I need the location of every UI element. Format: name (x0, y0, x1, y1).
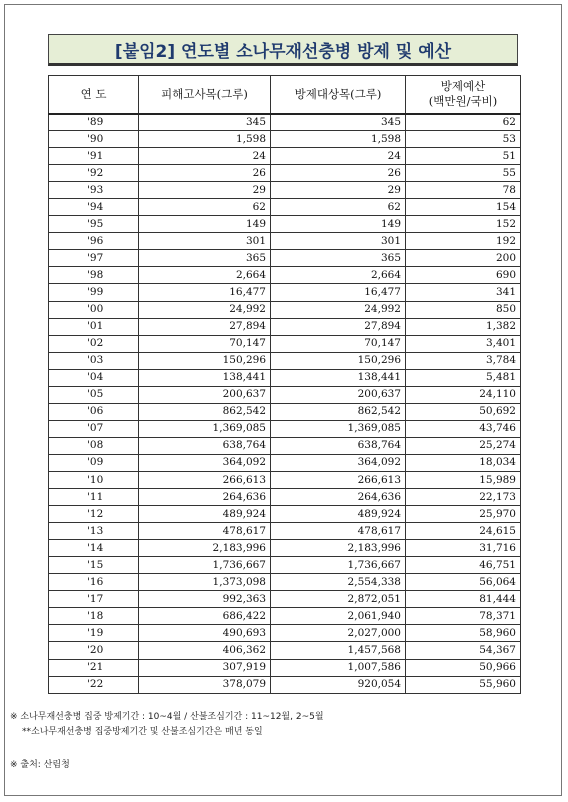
budget-cell: 78 (406, 182, 521, 199)
target-cell: 138,441 (271, 369, 406, 386)
table-row (49, 454, 521, 471)
damaged-cell: 62 (139, 199, 271, 216)
budget-cell: 54,367 (406, 642, 521, 659)
table-row (49, 625, 521, 642)
target-cell: 150,296 (271, 352, 406, 369)
table-row (49, 659, 521, 676)
damaged-cell: 365 (139, 250, 271, 267)
table-row (49, 165, 521, 182)
damaged-cell: 862,542 (139, 403, 271, 420)
target-cell: 365 (271, 250, 406, 267)
damaged-cell: 2,664 (139, 267, 271, 284)
year-cell: '05 (49, 386, 139, 403)
budget-cell: 154 (406, 199, 521, 216)
budget-cell: 850 (406, 301, 521, 318)
year-cell: '18 (49, 608, 139, 625)
year-cell: '16 (49, 574, 139, 591)
table-row (49, 574, 521, 591)
budget-cell: 192 (406, 233, 521, 250)
damaged-cell: 307,919 (139, 659, 271, 676)
year-cell: '00 (49, 301, 139, 318)
target-cell: 1,598 (271, 131, 406, 148)
table-row (49, 301, 521, 318)
budget-cell: 24,615 (406, 523, 521, 540)
damaged-cell: 1,598 (139, 131, 271, 148)
table-row (49, 471, 521, 488)
target-cell: 24 (271, 148, 406, 165)
table-row (49, 114, 521, 131)
damaged-cell: 301 (139, 233, 271, 250)
header-budget-line2: (백만원/국비) (428, 94, 498, 109)
year-cell: '20 (49, 642, 139, 659)
budget-cell: 690 (406, 267, 521, 284)
damaged-cell: 138,441 (139, 369, 271, 386)
page-title: [붙임2] 연도별 소나무재선충병 방제 및 예산 (48, 34, 518, 66)
note-period: ※ 소나무재선충병 집중 방제기간 : 10~4월 / 산불조심기간 : 11~12월, 2~5월 (10, 712, 324, 722)
target-cell: 1,457,568 (271, 642, 406, 659)
year-cell: '11 (49, 489, 139, 506)
table-row (49, 148, 521, 165)
damaged-cell: 1,736,667 (139, 557, 271, 574)
table-row (49, 540, 521, 557)
target-cell: 62 (271, 199, 406, 216)
damaged-cell: 478,617 (139, 523, 271, 540)
year-cell: '97 (49, 250, 139, 267)
budget-cell: 55,960 (406, 676, 521, 693)
damaged-cell: 149 (139, 216, 271, 233)
table-row (49, 591, 521, 608)
target-cell: 2,183,996 (271, 540, 406, 557)
year-cell: '01 (49, 318, 139, 335)
table-row (49, 420, 521, 437)
damaged-cell: 378,079 (139, 676, 271, 693)
target-cell: 200,637 (271, 386, 406, 403)
header-control-target: 방제대상목(그루) (271, 76, 406, 114)
table-row (49, 557, 521, 574)
table-row (49, 489, 521, 506)
header-year: 연 도 (49, 76, 139, 114)
table-row (49, 523, 521, 540)
budget-cell: 43,746 (406, 420, 521, 437)
budget-cell: 15,989 (406, 471, 521, 488)
target-cell: 70,147 (271, 335, 406, 352)
year-cell: '14 (49, 540, 139, 557)
table-header-row (49, 76, 521, 114)
year-cell: '93 (49, 182, 139, 199)
table-row (49, 250, 521, 267)
budget-cell: 50,966 (406, 659, 521, 676)
budget-cell: 1,382 (406, 318, 521, 335)
year-cell: '07 (49, 420, 139, 437)
damaged-cell: 16,477 (139, 284, 271, 301)
target-cell: 27,894 (271, 318, 406, 335)
year-cell: '17 (49, 591, 139, 608)
year-cell: '13 (49, 523, 139, 540)
damaged-cell: 200,637 (139, 386, 271, 403)
table-row (49, 608, 521, 625)
target-cell: 1,007,586 (271, 659, 406, 676)
target-cell: 478,617 (271, 523, 406, 540)
target-cell: 638,764 (271, 437, 406, 454)
target-cell: 364,092 (271, 454, 406, 471)
year-cell: '90 (49, 131, 139, 148)
budget-cell: 5,481 (406, 369, 521, 386)
damaged-cell: 345 (139, 114, 271, 131)
damaged-cell: 266,613 (139, 471, 271, 488)
damaged-cell: 1,369,085 (139, 420, 271, 437)
budget-cell: 25,970 (406, 506, 521, 523)
damaged-cell: 364,092 (139, 454, 271, 471)
damaged-cell: 686,422 (139, 608, 271, 625)
budget-cell: 341 (406, 284, 521, 301)
budget-cell: 22,173 (406, 489, 521, 506)
year-cell: '10 (49, 471, 139, 488)
damaged-cell: 1,373,098 (139, 574, 271, 591)
year-cell: '08 (49, 437, 139, 454)
damaged-cell: 24,992 (139, 301, 271, 318)
budget-cell: 3,784 (406, 352, 521, 369)
target-cell: 862,542 (271, 403, 406, 420)
table-body (49, 114, 521, 694)
target-cell: 2,027,000 (271, 625, 406, 642)
damaged-cell: 2,183,996 (139, 540, 271, 557)
table-row (49, 676, 521, 693)
target-cell: 149 (271, 216, 406, 233)
budget-cell: 51 (406, 148, 521, 165)
header-budget (406, 76, 521, 114)
header-damaged: 피해고사목(그루) (139, 76, 271, 114)
damaged-cell: 490,693 (139, 625, 271, 642)
table-row (49, 506, 521, 523)
year-cell: '09 (49, 454, 139, 471)
target-cell: 264,636 (271, 489, 406, 506)
year-cell: '98 (49, 267, 139, 284)
table-row (49, 403, 521, 420)
damaged-cell: 70,147 (139, 335, 271, 352)
budget-cell: 62 (406, 114, 521, 131)
target-cell: 2,664 (271, 267, 406, 284)
year-cell: '94 (49, 199, 139, 216)
budget-cell: 55 (406, 165, 521, 182)
damaged-cell: 26 (139, 165, 271, 182)
table-row (49, 437, 521, 454)
target-cell: 345 (271, 114, 406, 131)
damaged-cell: 638,764 (139, 437, 271, 454)
table-row (49, 386, 521, 403)
target-cell: 266,613 (271, 471, 406, 488)
budget-table (48, 75, 521, 694)
year-cell: '21 (49, 659, 139, 676)
budget-cell: 24,110 (406, 386, 521, 403)
budget-cell: 81,444 (406, 591, 521, 608)
target-cell: 16,477 (271, 284, 406, 301)
damaged-cell: 489,924 (139, 506, 271, 523)
year-cell: '03 (49, 352, 139, 369)
target-cell: 1,736,667 (271, 557, 406, 574)
table-row (49, 182, 521, 199)
table-row (49, 318, 521, 335)
year-cell: '91 (49, 148, 139, 165)
year-cell: '04 (49, 369, 139, 386)
table-row (49, 369, 521, 386)
target-cell: 301 (271, 233, 406, 250)
budget-cell: 46,751 (406, 557, 521, 574)
table-row (49, 199, 521, 216)
budget-cell: 18,034 (406, 454, 521, 471)
table-row (49, 352, 521, 369)
table-row (49, 216, 521, 233)
year-cell: '92 (49, 165, 139, 182)
damaged-cell: 29 (139, 182, 271, 199)
table-row (49, 335, 521, 352)
source-note: ※ 출처: 산림청 (10, 760, 70, 770)
budget-cell: 78,371 (406, 608, 521, 625)
target-cell: 2,872,051 (271, 591, 406, 608)
budget-cell: 53 (406, 131, 521, 148)
damaged-cell: 24 (139, 148, 271, 165)
target-cell: 24,992 (271, 301, 406, 318)
budget-cell: 200 (406, 250, 521, 267)
table-row (49, 267, 521, 284)
target-cell: 489,924 (271, 506, 406, 523)
target-cell: 1,369,085 (271, 420, 406, 437)
budget-cell: 31,716 (406, 540, 521, 557)
target-cell: 2,554,338 (271, 574, 406, 591)
budget-cell: 152 (406, 216, 521, 233)
notes (10, 710, 324, 740)
damaged-cell: 27,894 (139, 318, 271, 335)
budget-cell: 25,274 (406, 437, 521, 454)
year-cell: '96 (49, 233, 139, 250)
year-cell: '06 (49, 403, 139, 420)
damaged-cell: 150,296 (139, 352, 271, 369)
target-cell: 29 (271, 182, 406, 199)
year-cell: '12 (49, 506, 139, 523)
damaged-cell: 264,636 (139, 489, 271, 506)
table-row (49, 131, 521, 148)
target-cell: 26 (271, 165, 406, 182)
budget-cell: 56,064 (406, 574, 521, 591)
damaged-cell: 406,362 (139, 642, 271, 659)
year-cell: '89 (49, 114, 139, 131)
target-cell: 920,054 (271, 676, 406, 693)
table-row (49, 642, 521, 659)
year-cell: '19 (49, 625, 139, 642)
budget-cell: 3,401 (406, 335, 521, 352)
table-row (49, 284, 521, 301)
header-budget-line1: 방제예산 (440, 79, 486, 94)
budget-cell: 58,960 (406, 625, 521, 642)
table-row (49, 233, 521, 250)
target-cell: 2,061,940 (271, 608, 406, 625)
budget-cell: 50,692 (406, 403, 521, 420)
year-cell: '99 (49, 284, 139, 301)
damaged-cell: 992,363 (139, 591, 271, 608)
year-cell: '95 (49, 216, 139, 233)
year-cell: '15 (49, 557, 139, 574)
year-cell: '02 (49, 335, 139, 352)
year-cell: '22 (49, 676, 139, 693)
note-annual: **소나무재선충병 집중방제기간 및 산불조심기간은 매년 동일 (22, 727, 263, 737)
